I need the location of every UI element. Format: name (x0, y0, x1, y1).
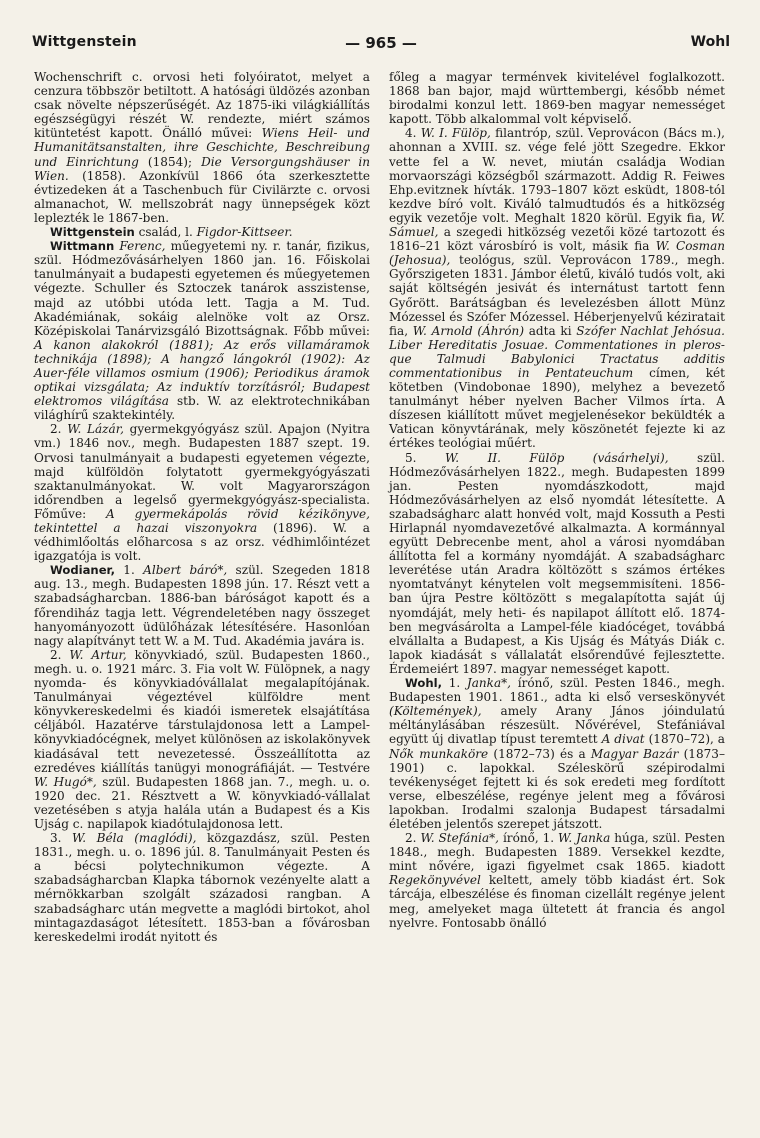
headword: Wohl, (405, 676, 442, 691)
entry-text: közgazdász, szül. Pesten 1831., megh. u. o. 1896 júl. 8. Tanulmányait Pesten és a bécsi polytechnikumon végezte. A szabadságharcban Klapka tábornok vezényelte alatt a mérnökkarban szolgált századosi rangban. A szabadságharc után megvette a maglódi birtokot, ahol mintagazdaságot létesített. 1853-ban a fővárosban kereskedelmi irodát nyitott és (34, 831, 370, 944)
text-run: (1858). Azonkívül 1866 óta szerkesztette évtizedeken át a Taschenbuch für Civilärzte c. orvosi almanachot, W. mellszobrát nagy ünnepségek közt leplezték le 1867-ben. (34, 168, 370, 225)
entry-text: adta ki (524, 323, 577, 338)
entry-wohl-stefania (389, 831, 725, 930)
headword: Wittgenstein (50, 225, 135, 240)
entry-number: 4. (405, 126, 421, 141)
entry-w-artur (34, 648, 370, 831)
entry-wittgenstein (34, 225, 370, 239)
left-column (34, 70, 370, 944)
given-name: W. Hugó*, (34, 774, 97, 789)
entry-text: stb. W. az elektrotechnikában világhírű szaktekintély. (34, 394, 370, 423)
work-title: Die Versorgungshäuser in Wien. (34, 154, 371, 183)
entry-text: szül. Szegeden 1818 aug. 13., megh. Budapesten 1898 jún. 17. Részt vett a szabadságharcban. 1886-ban báróságot kapott és a főrendiház tagja lett. Végrendeletében nagy összeget hanyományozott üdülőházak létesítésére. Hasonlóan nagy alapítványt tett W. a M. Tud. Akadémia javára is. (34, 563, 370, 648)
entry-text: húga, szül. Pesten 1848., megh. Budapesten 1889. Versekkel kezdte, mint nővére, igazi figyelmet csak 1865. kiadott (389, 831, 726, 874)
given-name: W. II. Fülöp (vásárhelyi), (444, 450, 669, 465)
entry-text: műegyetemi ny. r. tanár, fizikus, szül. Hódmezővásárhelyen 1860 jan. 16. Főiskolai tanulmányait a budapesti egyetemen és műegyetemen végezte. Schuller és Sztoczek tanárok asszistense, majd az utóbbi utóda lett. Tagja a M. Tud. Akadémiának, sokáig alelnöke volt az Orsz. Középiskolai Tanárvizsgáló Bizottságnak. Főbb művei: (34, 239, 370, 338)
entry-w-lazar (34, 422, 370, 563)
given-name: Janka*, (466, 676, 512, 691)
page-header (32, 34, 730, 58)
entry-text: család, l. (134, 225, 197, 240)
given-name: Albert báró*, (143, 563, 228, 578)
entry-number: 1. (114, 563, 144, 578)
entry-w-fulop-1 (389, 126, 725, 450)
entry-wittmann (34, 239, 370, 422)
entry-text: címen, két kötetben (Vindobonae 1890), melyhez a bevezető tanulmányt héber nyelven Bacher Vilmos írta. A díszesen kiállított művet megjelenésekor beküldték a Vatican könyvtárának, mely köszönetét fejezte ki az értékes teológiai műért. (389, 365, 725, 451)
intro-paragraph (34, 70, 370, 225)
work-title: (Költemények), (389, 704, 482, 719)
entry-number: 1. (441, 676, 467, 691)
header-right-keyword: Wohl (690, 34, 730, 50)
page-number: — 965 — (345, 34, 417, 52)
entry-number: 2. (405, 831, 421, 846)
entry-number: 3. (50, 831, 73, 846)
text-run: Wochenschrift c. orvosi heti folyóiratot, melyet a cenzura többször betiltott. A hatósági üldözés azonban csak növelte népszerűségét. Az 1875-iki világkiállítás egészségügyi részét W. rendezte, miért számos kitüntetést kapott. Önálló művei: (34, 70, 370, 141)
given-name: W. Janka (558, 831, 611, 846)
continued-paragraph: főleg a magyar terménvek kivitelével foglalkozott. 1868 ban bajor, majd württembergi, később német birodalmi konzul lett. 1869-ben magyar nemességet kapott. Több alkalommal volt képviselő. (389, 70, 725, 127)
given-name: W. Sámuel, (389, 210, 725, 240)
headword: Wittmann (50, 239, 115, 254)
entry-text: amely Arany János jóindulatú méltánylásában részesült. Nővérével, Stefániával együtt új divatlap típust teremtett (389, 704, 725, 747)
entry-text: (1873–1901) c. lapokkal. Széleskörű szépirodalmi tevékenységet fejtett ki és sok eredeti meg fordított verse, elbeszélése, regénye jelent meg a fővárosi lapokban. Irodalmi szalonja Budapest társadalmi életében jelentős szerepet játszott. (389, 746, 725, 831)
entry-wohl-janka (389, 676, 725, 831)
work-titles: A gyermekápolás rövid kézikönyve, tekintettel a hazai viszonyokra (34, 506, 370, 535)
work-title: Wiens Heil- und Humanitätsanstalten, ihre Geschichte, Beschreibung und Einrichtung (34, 126, 370, 169)
entry-number: 5. (405, 450, 445, 465)
work-titles: A kanon alakokról (1881); Az erős villamáramok technikája (1898); A hangző lángokról (1902): Az Auer-féle villamos osmium (1906); Periodikus áramok optikai vizsgálata; Az induktív torzításról; Budapest elektromos világítása (34, 337, 370, 409)
entry-text: szül. Budapesten 1868 jan. 7., megh. u. o. 1920 dec. 21. Résztvett a W. könyvkiadó-vállalat vezetésében s atyja halála után a Budapest és a Kis Ujság c. napilapok kiadótulajdonosa lett. (34, 774, 370, 831)
entry-text: gyermekgyógyász szül. Apajon (Nyitra vm.) 1846 nov., megh. Budapesten 1887 szept. 19. Orvosi tanulmányait a budapesti egyetemen végezte, majd külföldön folytatott gyermekgyógyászati szaktanulmányokat. W. volt Magyarországon időrendben a legelső gyermekgyógyász-specialista. Főműve: (34, 422, 370, 521)
work-titles: Szófer Nachlat Jehósua. Liber Hereditatis Josuae. Commentationes in pleros-que Talmudi Babylonici Tractatus additis commentationibus in Pentateuchum (389, 323, 725, 380)
given-name: W. Lázár, (67, 422, 124, 437)
entry-text: (1870–72), a (644, 732, 725, 747)
given-name: W. Béla (maglódi), (72, 831, 197, 846)
entry-text: írónő, 1. (499, 831, 559, 846)
entry-text: (1872–73) és a (488, 746, 591, 761)
work-title: Regekönyvével (389, 873, 481, 888)
given-name: W. Stefánia*, (420, 831, 500, 846)
text-run: (1854); (138, 154, 202, 169)
given-name: W. Artur, (69, 647, 127, 662)
entry-w-fulop-2 (389, 451, 725, 677)
right-column (389, 70, 725, 930)
entry-number: 2. (50, 647, 70, 662)
header-left-keyword: Wittgenstein (32, 34, 137, 50)
cross-reference: Figdor-Kittseer. (196, 225, 293, 240)
given-name: W. Arnold (Áhrón) (412, 323, 525, 338)
given-name: W. I. Fülöp, (420, 126, 491, 141)
work-title: Magyar Bazár (590, 746, 679, 761)
given-name: W. Cosman (Jehosua), (389, 239, 726, 268)
entry-text: filantróp, szül. Veprovácon (Bács m.), ahonnan a XVIII. sz. vége felé jött Szegedre. Ekkor vette fel a W. nevet, miután családja Wodian morvaországi községből származott. Addig R. Feiwes Ehp.evitznek hívták. 1793–1807 közt esküdt, 1808-tól kezdve bíró volt. Kiváló talmudtudós és a hitközség egyik vezetője volt. Meghalt 1820 körül. Egyik fia, (389, 126, 726, 225)
entry-w-bela (34, 831, 370, 944)
given-name: Ferenc, (119, 239, 166, 254)
entry-text: keltett, amely több kiadást ért. Sok tárcája, elbeszélése és finoman cizellált regénye jelent meg, amelyeket maga ültetett át francia és angol nyelvre. Fontosabb önálló (389, 873, 725, 930)
headword: Wodianer, (50, 563, 115, 578)
work-title: A divat (601, 732, 645, 747)
work-title: Nők munkaköre (389, 746, 489, 761)
entry-number: 2. (50, 422, 68, 437)
entry-text: könyvkiadó, szül. Budapesten 1860., megh. u. o. 1921 márc. 3. Fia volt W. Fülöpnek, a nagy nyomda- és könyvkiadóvállalat megalapítójának. Tanulmányai végeztével külföldre ment könyvkereskedelmi és kiadói ismeretek elsajátítása céljából. Hazatérve társtulajdonosa lett a Lampel-könyvkiadócégnek, melyet különösen az iskolakönyvek kiadásával tett nevezetessé. Összeállította az ezredéves kiállítás tanügyi monográfiáját. — Testvére (34, 647, 370, 775)
entry-text: írónő, szül. Pesten 1846., megh. Budapesten 1901. 1861., adta ki első verseskönyvét (389, 676, 725, 705)
entry-text: a szegedi hitközség vezetői közé tartozott és 1816–21 közt városbíró is volt, másik fia (389, 225, 725, 254)
entry-text: szül. Hódmezővásárhelyen 1822., megh. Budapesten 1899 jan. Pesten nyomdászkodott, majd Hódmezővásárhelyen az első nyomdát létesítette. A szabadságharc alatt honvéd volt, majd Kossuth a Pesti Hirlapnál nyomdavezetővé alkalmazta. A kormánnyal együtt Debrecenbe ment, ahol a városi nyomdában állította fel a kormány nyomdáját. A szabadságharc leverétése után Aradra költözött s számos értékes nyomtatványt kénytelen volt megsemmisíteni. 1856-ban újra Pestre költözött s megalapította saját új nyomdáját, mely heti- és napilapot állított elő. 1874-ben megvásárolta a Lampel-féle kiadócéget, továbbá elvállalta a Budapest, a Kis Ujság és Mátyás Diák c. lapok kiadását s vállalatát elsőrendűvé fejlesztette. Érdemeiért 1897. magyar nemességet kapott. (389, 450, 725, 676)
entry-text: (1896). W. a védhimlőoltás előharcosa s az orsz. védhimlőintézet igazgatója is volt. (34, 521, 370, 564)
entry-text: teológus, szül. Veprovácon 1789., megh. Győrszigeten 1831. Jámbor életű, kiváló tudós volt, aki saját költségén jesivát és internátust tartott fenn Győrött. Barátságban és levelezésben állott Münz Mózessel és Szófer Mózessel. Héberjenyelvű kéziratait fia, (389, 253, 725, 338)
entry-wodianer (34, 563, 370, 648)
